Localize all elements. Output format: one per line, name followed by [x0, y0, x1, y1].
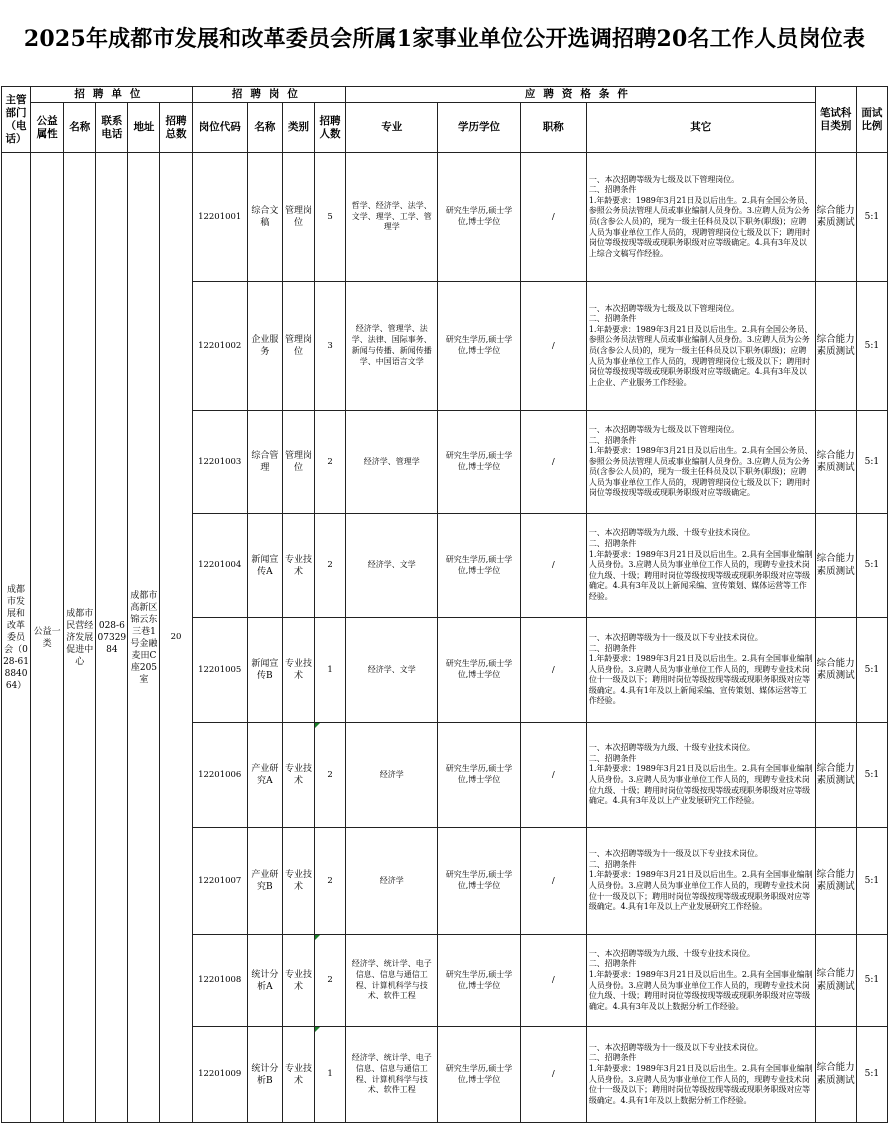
header-phone: 联系电话: [96, 103, 128, 153]
interview-ratio: 5:1: [856, 828, 887, 935]
post-count-value: 1: [327, 1069, 333, 1079]
major: 经济学: [346, 723, 438, 828]
post-type: 专业技术: [282, 828, 314, 935]
post-count: 5: [315, 153, 346, 282]
unit-name: 成都市民营经济发展促进中心: [64, 153, 96, 1123]
major: 经济学、文学: [346, 618, 438, 723]
unit-address: 成都市高新区锦云东三巷1号金融麦田C座205室: [128, 153, 160, 1123]
major: 经济学: [346, 828, 438, 935]
post-count-value: 2: [327, 769, 333, 780]
education: 研究生学历,硕士学位,博士学位: [438, 723, 520, 828]
education: 研究生学历,硕士学位,博士学位: [438, 1027, 520, 1123]
header-education: 学历学位: [438, 103, 520, 153]
header-code: 岗位代码: [192, 103, 247, 153]
exam-category: 综合能力素质测试: [815, 618, 856, 723]
job-title: /: [520, 411, 586, 514]
exam-category: 综合能力素质测试: [815, 411, 856, 514]
table-row: [2, 153, 888, 282]
exam-category: 综合能力素质测试: [815, 935, 856, 1027]
interview-ratio: 5:1: [856, 935, 887, 1027]
education: 研究生学历,硕士学位,博士学位: [438, 935, 520, 1027]
education: 研究生学历,硕士学位,博士学位: [438, 411, 520, 514]
post-count: [315, 935, 346, 1027]
job-title: /: [520, 282, 586, 411]
major: 经济学、统计学、电子信息、信息与通信工程、计算机科学与技术、软件工程: [346, 1027, 438, 1123]
group-header-post: 招聘岗位: [192, 87, 345, 103]
header-ratio: 面试比例: [856, 87, 887, 153]
page-title: 2025年成都市发展和改革委员会所属1家事业单位公开选调招聘20名工作人员岗位表: [23, 26, 866, 52]
header-major: 专业: [346, 103, 438, 153]
post-count: 1: [315, 618, 346, 723]
other-requirements: 一、本次招聘等级为七级及以下管理岗位。 二、招聘条件 1.年龄要求：1989年3月21日及以后出生。2.具有全国公务员、参照公务员法管理人员或事业编制人员身份。3.应聘人员为公务员(含参公人员)的，现为一级主任科员及以下职务(职级)；应聘人员为事业单位工作人员的，现聘管理岗位七级及以下；聘用时岗位等级按现等级或现职务职级对应等级确定。: [586, 411, 815, 514]
post-type: 专业技术: [282, 1027, 314, 1123]
post-name: 企业服务: [247, 282, 282, 411]
comment-marker-icon: [315, 1027, 320, 1032]
header-address: 地址: [128, 103, 160, 153]
group-header-unit: 招聘单位: [31, 87, 193, 103]
other-requirements: 一、本次招聘等级为九级、十级专业技术岗位。 二、招聘条件 1.年龄要求：1989年3月21日及以后出生。2.具有全国事业编制人员身份。3.应聘人员为事业单位工作人员的，现聘专业技术岗位九级、十级；聘用时岗位等级按现等级或现职务职级对应等级确定。4.具有3年及以上产业发展研究工作经验。: [586, 723, 815, 828]
post-type: 管理岗位: [282, 153, 314, 282]
post-code: 12201009: [192, 1027, 247, 1123]
comment-marker-icon: [315, 935, 320, 940]
interview-ratio: 5:1: [856, 411, 887, 514]
header-other: 其它: [586, 103, 815, 153]
unit-phone: 028-60732984: [96, 153, 128, 1123]
header-exam: 笔试科目类别: [815, 87, 856, 153]
post-code: 12201004: [192, 514, 247, 618]
exam-category: 综合能力素质测试: [815, 1027, 856, 1123]
exam-category: 综合能力素质测试: [815, 828, 856, 935]
post-count: 3: [315, 282, 346, 411]
header-post-name: 名称: [247, 103, 282, 153]
interview-ratio: 5:1: [856, 618, 887, 723]
exam-category: 综合能力素质测试: [815, 723, 856, 828]
job-title: /: [520, 618, 586, 723]
header-nature: 公益属性: [31, 103, 64, 153]
post-code: 12201008: [192, 935, 247, 1027]
post-count-value: 2: [327, 975, 333, 985]
education: 研究生学历,硕士学位,博士学位: [438, 153, 520, 282]
major: 经济学、文学: [346, 514, 438, 618]
major: 经济学、统计学、电子信息、信息与通信工程、计算机科学与技术、软件工程: [346, 935, 438, 1027]
comment-marker-icon: [315, 723, 320, 728]
exam-category: 综合能力素质测试: [815, 282, 856, 411]
post-code: 12201002: [192, 282, 247, 411]
job-title: /: [520, 935, 586, 1027]
header-unit-name: 名称: [64, 103, 96, 153]
post-type: 管理岗位: [282, 282, 314, 411]
group-header-requirements: 应聘资格条件: [346, 87, 816, 103]
education: 研究生学历,硕士学位,博士学位: [438, 828, 520, 935]
header-count: 招聘人数: [315, 103, 346, 153]
interview-ratio: 5:1: [856, 723, 887, 828]
other-requirements: 一、本次招聘等级为七级及以下管理岗位。 二、招聘条件 1.年龄要求：1989年3月21日及以后出生。2.具有全国公务员、参照公务员法管理人员或事业编制人员身份。3.应聘人员为公务员(含参公人员)的，现为一级主任科员及以下职务(职级)；应聘人员为事业单位工作人员的，现聘管理岗位七级及以下；聘用时岗位等级按现等级或现职务职级对应等级确定。4.具有3年及以上企业、产业服务工作经验。: [586, 282, 815, 411]
post-code: 12201001: [192, 153, 247, 282]
other-requirements: 一、本次招聘等级为七级及以下管理岗位。 二、招聘条件 1.年龄要求：1989年3月21日及以后出生。2.具有全国公务员、参照公务员法管理人员或事业编制人员身份。3.应聘人员为公务员(含参公人员)的，现为一级主任科员及以下职务(职级)；应聘人员为事业单位工作人员的，现聘管理岗位七级及以下；聘用时岗位等级按现等级或现职务职级对应等级确定。4.具有3年及以上综合文稿写作经验。: [586, 153, 815, 282]
interview-ratio: 5:1: [856, 282, 887, 411]
header-dept: 主管部门（电话）: [2, 87, 31, 153]
unit-nature: 公益一类: [31, 153, 64, 1123]
post-type: 专业技术: [282, 618, 314, 723]
exam-category: 综合能力素质测试: [815, 514, 856, 618]
post-type: 专业技术: [282, 935, 314, 1027]
post-count: 2: [315, 411, 346, 514]
interview-ratio: 5:1: [856, 1027, 887, 1123]
post-type: 专业技术: [282, 723, 314, 828]
post-count: 2: [315, 514, 346, 618]
post-name: 新闻宣传A: [247, 514, 282, 618]
positions-table: [1, 86, 888, 1123]
other-requirements: 一、本次招聘等级为十一级及以下专业技术岗位。 二、招聘条件 1.年龄要求：1989年3月21日及以后出生。2.具有全国事业编制人员身份。3.应聘人员为事业单位工作人员的，现聘专业技术岗位十一级及以下；聘用时岗位等级按现等级或现职务职级对应等级确定。4.具有1年及以上新闻采编、宣传策划、媒体运营等工作经验。: [586, 618, 815, 723]
post-code: 12201005: [192, 618, 247, 723]
post-code: 12201007: [192, 828, 247, 935]
major: 经济学、管理学: [346, 411, 438, 514]
post-count: [315, 723, 346, 828]
interview-ratio: 5:1: [856, 514, 887, 618]
education: 研究生学历,硕士学位,博士学位: [438, 514, 520, 618]
job-title: /: [520, 723, 586, 828]
post-name: 综合文稿: [247, 153, 282, 282]
other-requirements: 一、本次招聘等级为九级、十级专业技术岗位。 二、招聘条件 1.年龄要求：1989年3月21日及以后出生。2.具有全国事业编制人员身份。3.应聘人员为事业单位工作人员的，现聘专业技术岗位九级、十级；聘用时岗位等级按现等级或现职务职级对应等级确定。4.具有3年及以上新闻采编、宣传策划、媒体运营等工作经验。: [586, 514, 815, 618]
exam-category: 综合能力素质测试: [815, 153, 856, 282]
major: 经济学、管理学、法学、法律、国际事务、新闻与传播、新闻传播学、中国语言文学: [346, 282, 438, 411]
job-title: /: [520, 153, 586, 282]
post-name: 综合管理: [247, 411, 282, 514]
post-name: 统计分析A: [247, 935, 282, 1027]
supervising-dept: 成都市发展和改革委员会（028-61884064）: [2, 153, 31, 1123]
education: 研究生学历,硕士学位,博士学位: [438, 618, 520, 723]
header-total: 招聘总数: [160, 103, 192, 153]
job-title: /: [520, 1027, 586, 1123]
post-type: 专业技术: [282, 514, 314, 618]
header-type: 类别: [282, 103, 314, 153]
job-title: /: [520, 828, 586, 935]
post-name: 产业研究A: [247, 723, 282, 828]
education: 研究生学历,硕士学位,博士学位: [438, 282, 520, 411]
major: 哲学、经济学、法学、文学、理学、工学、管理学: [346, 153, 438, 282]
post-name: 新闻宣传B: [247, 618, 282, 723]
interview-ratio: 5:1: [856, 153, 887, 282]
other-requirements: 一、本次招聘等级为十一级及以下专业技术岗位。 二、招聘条件 1.年龄要求：1989年3月21日及以后出生。2.具有全国事业编制人员身份。3.应聘人员为事业单位工作人员的，现聘专业技术岗位十一级及以下；聘用时岗位等级按现等级或现职务职级对应等级确定。4.具有1年及以上产业发展研究工作经验。: [586, 828, 815, 935]
post-name: 产业研究B: [247, 828, 282, 935]
job-title: /: [520, 514, 586, 618]
post-count: 2: [315, 828, 346, 935]
post-count: [315, 1027, 346, 1123]
post-code: 12201003: [192, 411, 247, 514]
header-title: 职称: [520, 103, 586, 153]
post-name: 统计分析B: [247, 1027, 282, 1123]
post-type: 管理岗位: [282, 411, 314, 514]
other-requirements: 一、本次招聘等级为十一级及以下专业技术岗位。 二、招聘条件 1.年龄要求：1989年3月21日及以后出生。2.具有全国事业编制人员身份。3.应聘人员为事业单位工作人员的，现聘专业技术岗位十一级及以下；聘用时岗位等级按现等级或现职务职级对应等级确定。4.具有1年及以上数据分析工作经验。: [586, 1027, 815, 1123]
total-hires: 20: [160, 153, 192, 1123]
post-code: 12201006: [192, 723, 247, 828]
other-requirements: 一、本次招聘等级为九级、十级专业技术岗位。 二、招聘条件 1.年龄要求：1989年3月21日及以后出生。2.具有全国事业编制人员身份。3.应聘人员为事业单位工作人员的，现聘专业技术岗位九级、十级；聘用时岗位等级按现等级或现职务职级对应等级确定。4.具有3年及以上数据分析工作经验。: [586, 935, 815, 1027]
